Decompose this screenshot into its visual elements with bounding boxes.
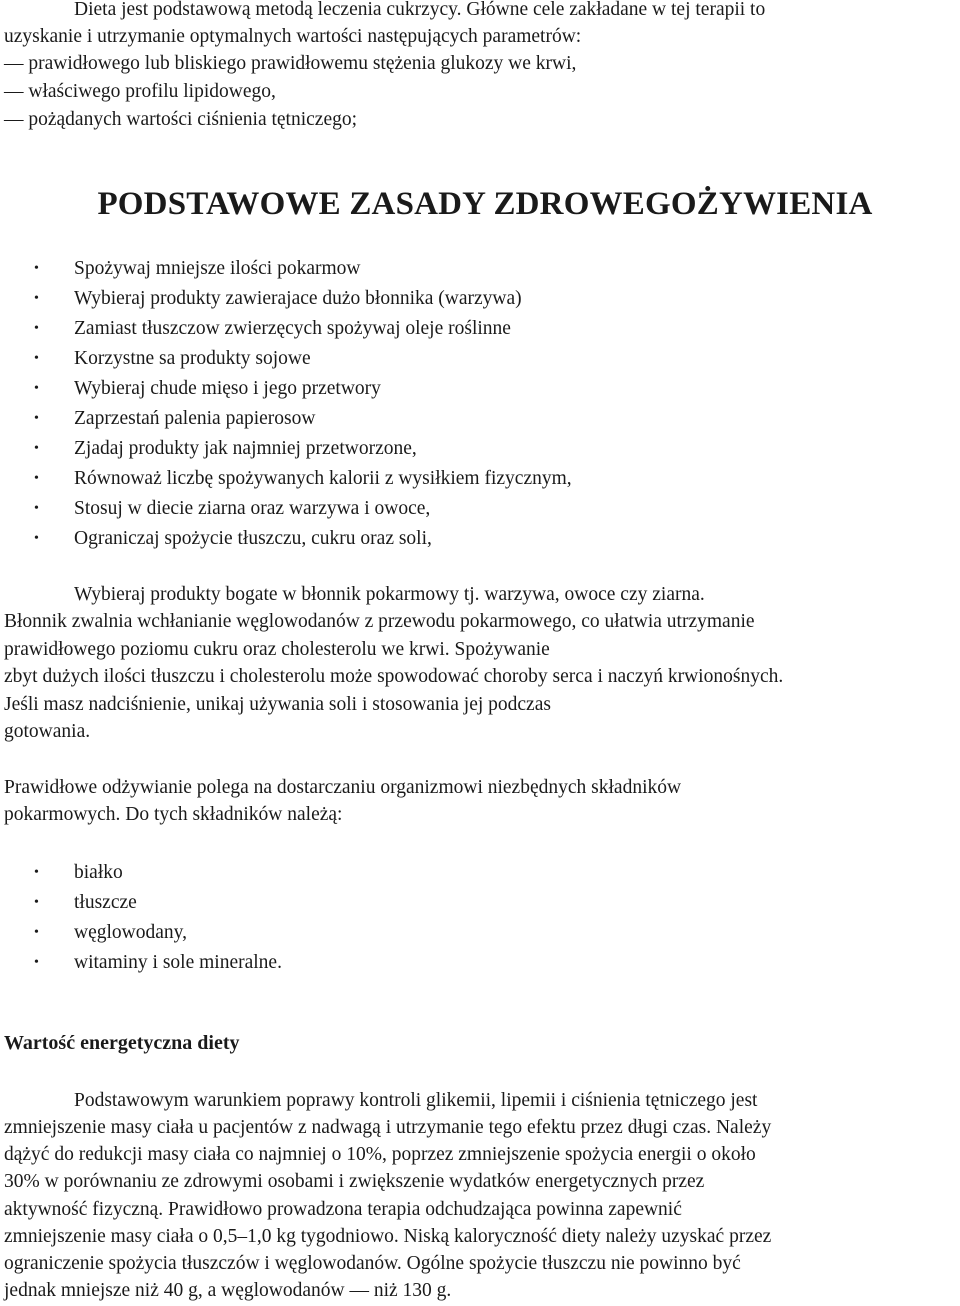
fiber-line-4: zbyt dużych ilości tłuszczu i cholesterolu może spowodować choroby serca i naczyń krwionośnych. (4, 666, 784, 687)
list-item: Zamiast tłuszczow zwierzęcych spożywaj oleje roślinne (74, 318, 511, 339)
energy-line-3: dążyć do redukcji masy ciała co najmniej o 10%, poprzez zmniejszenie spożycia energii o około (4, 1144, 756, 1165)
intro-line-1: Dieta jest podstawową metodą leczenia cukrzycy. Główne cele zakładane w tej terapii to (74, 0, 766, 20)
bullet-icon: • (34, 261, 39, 276)
fiber-line-5: Jeśli masz nadciśnienie, unikaj używania soli i stosowania jej podczas (4, 694, 551, 715)
fiber-line-2: Błonnik zwalnia wchłanianie węglowodanów z przewodu pokarmowego, co ułatwia utrzymanie (4, 611, 755, 632)
list-item: Równoważ liczbę spożywanych kalorii z wysiłkiem fizycznym, (74, 468, 572, 489)
list-item: tłuszcze (74, 892, 137, 913)
list-item: Wybieraj chude mięso i jego przetwory (74, 378, 381, 399)
energy-line-1: Podstawowym warunkiem poprawy kontroli glikemii, lipemii i ciśnienia tętniczego jest (74, 1090, 758, 1111)
intro-line-2: uzyskanie i utrzymanie optymalnych wartości następujących parametrów: (4, 26, 582, 47)
section-title-healthy-eating: PODSTAWOWE ZASADY ZDROWEGOŻYWIENIA (97, 186, 873, 222)
energy-line-6: zmniejszenie masy ciała o 0,5–1,0 kg tygodniowo. Niską kaloryczność diety należy uzyskać przez (4, 1226, 772, 1247)
bullet-icon: • (34, 865, 39, 880)
intro-line-3: — prawidłowego lub bliskiego prawidłowemu stężenia glukozy we krwi, (4, 53, 577, 74)
bullet-icon: • (34, 381, 39, 396)
bullet-icon: • (34, 471, 39, 486)
bullet-icon: • (34, 351, 39, 366)
bullet-icon: • (34, 441, 39, 456)
bullet-icon: • (34, 531, 39, 546)
bullet-icon: • (34, 321, 39, 336)
energy-line-8: jednak mniejsze niż 40 g, a węglowodanów — niż 130 g. (4, 1280, 452, 1301)
energy-line-5: aktywność fizyczną. Prawidłowo prowadzona terapia odchudzająca powinna zapewnić (4, 1199, 682, 1220)
energy-line-2: zmniejszenie masy ciała u pacjentów z nadwagą i utrzymanie tego efektu przez długi czas. Należy (4, 1117, 772, 1138)
bullet-icon: • (34, 501, 39, 516)
list-item: Ograniczaj spożycie tłuszczu, cukru oraz soli, (74, 528, 432, 549)
fiber-line-6: gotowania. (4, 721, 91, 742)
energy-line-4: 30% w porównaniu ze zdrowymi osobami i zwiększenie wydatków energetycznych przez (4, 1171, 705, 1192)
list-item: Stosuj w diecie ziarna oraz warzywa i owoce, (74, 498, 431, 519)
bullet-icon: • (34, 925, 39, 940)
intro-line-4: — właściwego profilu lipidowego, (4, 81, 276, 102)
list-item: Spożywaj mniejsze ilości pokarmow (74, 258, 361, 279)
bullet-icon: • (34, 895, 39, 910)
fiber-line-1: Wybieraj produkty bogate w błonnik pokarmowy tj. warzywa, owoce czy ziarna. (74, 584, 705, 605)
bullet-icon: • (34, 291, 39, 306)
intro-line-5: — pożądanych wartości ciśnienia tętniczego; (4, 109, 358, 130)
section-title-energy-value: Wartość energetyczna diety (4, 1032, 240, 1054)
list-item: węglowodany, (74, 922, 188, 943)
bullet-icon: • (34, 955, 39, 970)
list-item: Wybieraj produkty zawierajace dużo błonnika (warzywa) (74, 288, 522, 309)
list-item: Zjadaj produkty jak najmniej przetworzone, (74, 438, 417, 459)
nutrition-line-2: pokarmowych. Do tych składników należą: (4, 804, 343, 825)
list-item: białko (74, 862, 123, 883)
list-item: Zaprzestań palenia papierosow (74, 408, 316, 429)
nutrition-line-1: Prawidłowe odżywianie polega na dostarczaniu organizmowi niezbędnych składników (4, 777, 682, 798)
list-item: Korzystne sa produkty sojowe (74, 348, 311, 369)
bullet-icon: • (34, 411, 39, 426)
fiber-line-3: prawidłowego poziomu cukru oraz cholesterolu we krwi. Spożywanie (4, 639, 550, 660)
list-item: witaminy i sole mineralne. (74, 952, 282, 973)
energy-line-7: ograniczenie spożycia tłuszczów i węglowodanów. Ogólne spożycie tłuszczu nie powinno być (4, 1253, 741, 1274)
